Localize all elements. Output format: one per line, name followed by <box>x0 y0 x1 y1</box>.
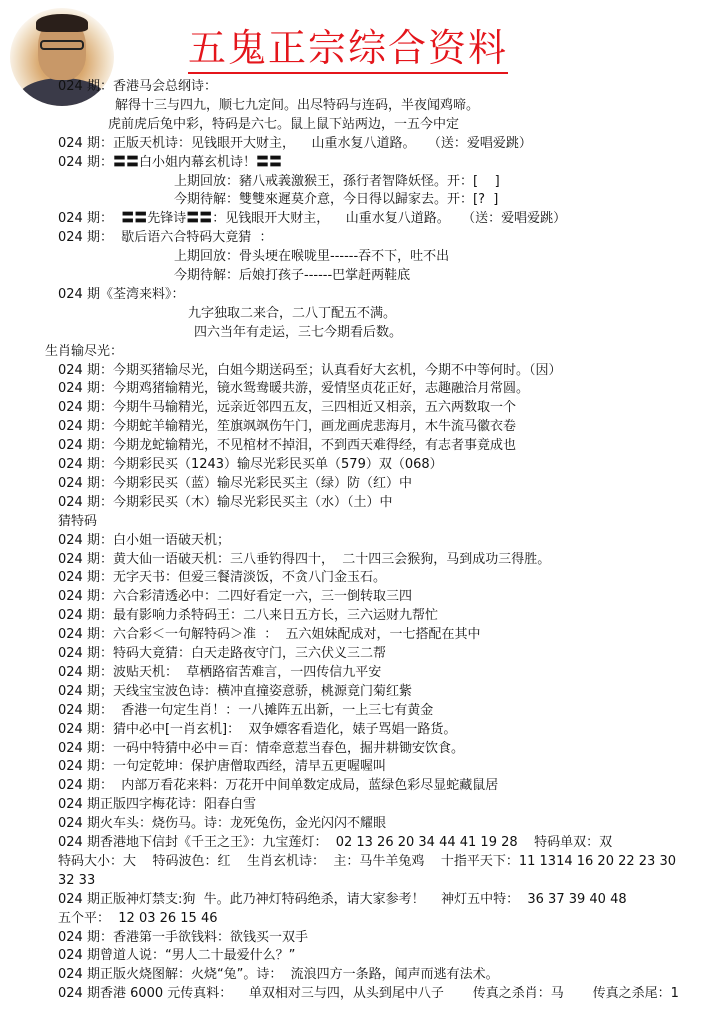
text-line: 生肖输尽光： <box>45 343 124 359</box>
text-line: 上期回放：豬八戒義激猴王，孫行者智降妖怪。开：[ ] <box>174 173 500 189</box>
text-line: 32 33 <box>58 872 96 888</box>
text-line: 今期待解：后娘打孩子------巴掌赶两鞋底 <box>174 268 411 283</box>
text-line: 024 期：香港马会总纲诗： <box>58 79 217 94</box>
text-line: 024 期正版四字梅花诗：阳春白雪 <box>58 797 256 813</box>
text-line: 024 期火车头：烧伤马。诗：龙死兔伤，金光闪闪不耀眼 <box>58 816 386 832</box>
text-line: 024 期：白小姐一语破天机； <box>58 532 230 548</box>
text-line: 024 期：香港第一手欲钱料：欲钱买一双手 <box>58 929 308 945</box>
text-line: 五个平： 12 03 26 15 46 <box>58 910 218 926</box>
text-line: 024 期：一码中特猜中必中＝百：情牵意惹当春色，掘井耕锄安饮食。 <box>58 740 464 756</box>
text-line: 024 期：猜中必中[一肖玄机]： 双争嫖客看造化，婊子骂娼一路货。 <box>58 721 457 737</box>
text-line: 024 期：今期彩民买（蓝）输尽光彩民买主（绿）防（红）中 <box>58 475 412 491</box>
text-line: 猜特码 <box>58 513 98 529</box>
text-line: 024 期： 内部万看花来料：万花开中间单数定成局，蓝绿色彩尽显蛇藏鼠居 <box>58 778 499 794</box>
page-title: 五鬼正宗综合资料 <box>188 26 508 74</box>
text-line: 024 期曾道人说：“男人二十最爱什么？” <box>58 948 296 964</box>
text-line: 024 期香港地下信封《千王之王》：九宝莲灯： 02 13 26 20 34 44 41 19 28 特码单双：双 <box>58 835 613 850</box>
text-line: 024 期：无字天书：但爱三餐清淡饭，不贪八门金玉石。 <box>58 570 386 586</box>
text-line: 024 期： 香港一句定生肖！：一八摊阵五出新，一上三七有黄金 <box>58 702 434 718</box>
text-line: 024 期：最有影响力杀特码王：二八来日五方长，三六运财九帮忙 <box>58 608 438 624</box>
text-line: 特码大小：大 特码波色：红 生肖玄机诗： 主：马牛羊兔鸡 十指平天下：11 1314 16 20 22 23 30 <box>58 853 676 869</box>
text-line: 解得十三与四九，顺七九定间。出尽特码与连码，半夜闻鸡啼。 <box>115 97 480 113</box>
text-line: 024 期：六合彩＜一句解特码＞准 ： 五六姐妹配成对，一七搭配在其中 <box>58 627 481 643</box>
text-line: 024 期：波贴天机： 草栖路宿苦难言，一四传信九平安 <box>58 664 382 680</box>
text-line: 上期回放：骨头埂在喉咙里------吞不下，吐不出 <box>174 249 450 265</box>
text-line: 024 期：今期龙蛇输精光，不见棺材不掉泪，不到西天难得经，有志者事竟成也 <box>58 438 516 454</box>
text-line: 024 期：今期买猪输尽光，白姐今期送码至；认真看好大玄机，今期不中等何时。（因） <box>58 362 562 378</box>
text-line: 024 期：今期蛇羊输精光，笙旗飒飒伤午门，画龙画虎悲海月，木牛流马徽衣卷 <box>58 419 516 435</box>
text-line: 024 期： 歇后语六合特码大竟猜 ： <box>58 230 273 246</box>
text-line: 虎前虎后兔中彩，特码是六七。鼠上鼠下站两边，一五今中定 <box>108 116 460 132</box>
text-line: 024 期：六合彩清透必中：二四好看定一六，三一倒转取三四 <box>58 589 412 605</box>
text-line: 024 期正版神灯禁支:狗 牛。此乃神灯特码绝杀，请大家参考！ 神灯五中特： 36 37 39 40 48 <box>58 891 627 907</box>
text-line: 四六当年有走运，三七今期看后数。 <box>194 324 403 340</box>
text-line: 九字独取二来合，二八丁配五不满。 <box>188 305 397 321</box>
text-line: 024 期：〓〓白小姐内幕玄机诗！〓〓 <box>58 154 282 170</box>
text-line: 024 期：今期彩民买（木）输尽光彩民买主（水）（土）中 <box>58 494 393 510</box>
text-line: 今期待解：雙雙來遲莫介意，今日得以歸家去。开：[? ] <box>174 192 499 208</box>
text-line: 024 期：一句定乾坤：保护唐僧取西经，清早五更喔喔叫 <box>58 759 386 775</box>
text-line: 024 期： 〓〓先锋诗〓〓：见钱眼开大财主， 山重水复八道路。 （送：爱唱爱跳） <box>58 211 567 227</box>
text-line: 024 期：今期牛马输精光，远亲近邻四五友，三四相近又相亲，五六两数取一个 <box>58 400 516 416</box>
text-line: 024 期；天线宝宝波色诗：横冲直撞姿意骄，桃源竟门菊红紫 <box>58 683 412 699</box>
text-line: 024 期：正版天机诗：见钱眼开大财主， 山重水复八道路。 （送：爱唱爱跳） <box>58 135 532 151</box>
text-line: 024 期：特码大竟猜：白天走路夜守门，三六伏义三二帮 <box>58 646 386 661</box>
text-line: 024 期：今期鸡猪输精光，镜水鸳鸯暖共游，爱情坚贞花正好，志趣融洽月常圆。 <box>58 381 529 397</box>
text-line: 024 期《荃湾来料》： <box>58 286 185 302</box>
text-line: 024 期正版火烧图解：火烧“兔”。诗： 流浪四方一条路，闻声而逃有法术。 <box>58 967 499 983</box>
text-line: 024 期：今期彩民买（1243）输尽光彩民买单（579）双（068） <box>58 457 443 472</box>
text-line: 024 期：黄大仙一语破天机：三八垂钓得四十， 二十四三会猴狗，马到成功三得胜。 <box>58 551 551 567</box>
text-line: 024 期香港 6000 元传真料： 单双相对三与四，从头到尾中八子 传真之杀肖：马 传真之杀尾：1 <box>58 986 679 1002</box>
